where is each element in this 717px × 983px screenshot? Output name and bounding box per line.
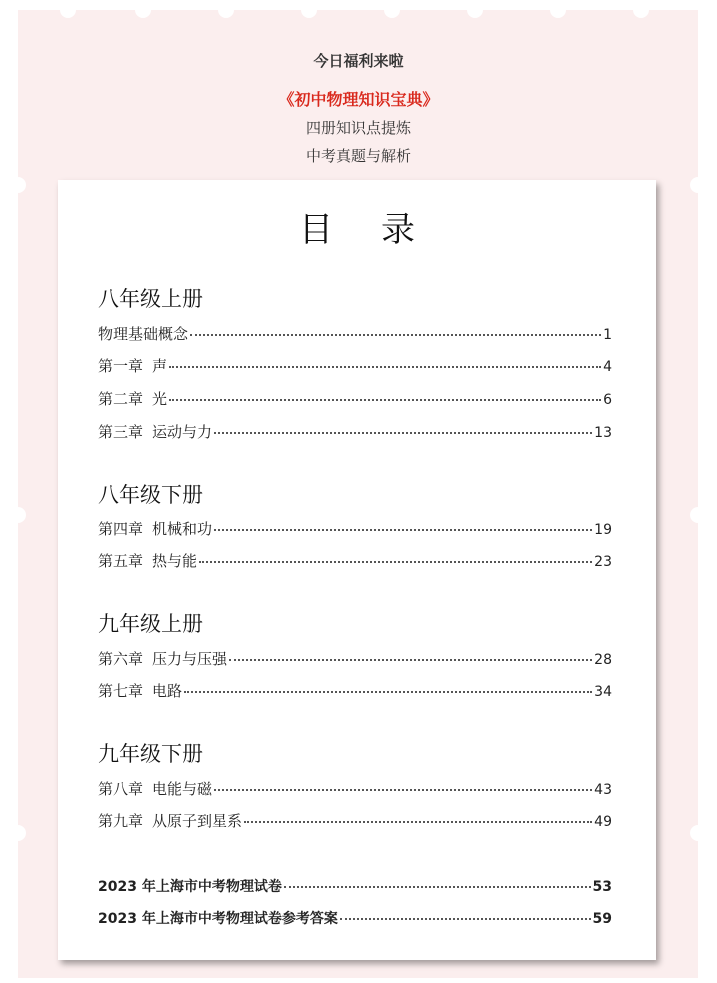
toc-entry-chapter: 第一章 (98, 357, 144, 375)
toc-entry[interactable] (98, 778, 612, 800)
toc-page (58, 180, 656, 960)
toc-entry[interactable] (98, 355, 612, 377)
toc-entry-page: 1 (603, 327, 612, 343)
toc-entry-title: 压力与压强 (152, 650, 228, 668)
toc-entry-chapter: 第七章 (98, 682, 144, 700)
stamp-notch (10, 177, 26, 193)
toc-entry-label (98, 518, 212, 539)
toc-entry-page: 4 (603, 359, 612, 375)
toc-title: 目录 (299, 210, 463, 250)
toc-entry-title: 运动与力 (152, 423, 213, 441)
toc-entry[interactable] (98, 680, 612, 702)
section-heading: 九年级下册 (98, 742, 203, 766)
stamp-notch (301, 2, 317, 18)
toc-entry-chapter: 第五章 (98, 552, 144, 570)
dot-leader (190, 334, 601, 336)
dot-leader (169, 366, 601, 368)
toc-entry-title: 光 (152, 390, 168, 408)
promo-line-2: 中考真题与解析 (305, 147, 411, 165)
toc-entry-page: 6 (603, 392, 612, 408)
toc-entry-label (98, 355, 167, 376)
book-title: 《初中物理知识宝典》 (278, 90, 439, 109)
toc-entry-chapter: 第三章 (98, 423, 144, 441)
stamp-notch (550, 2, 566, 18)
stamp-notch (218, 2, 234, 18)
toc-entry-page: 23 (594, 554, 612, 570)
toc-entry-label (98, 388, 167, 409)
toc-exam-entry[interactable] (98, 908, 612, 930)
toc-entry[interactable] (98, 648, 612, 670)
toc-entry-title: 声 (152, 357, 168, 375)
stamp-notch (690, 825, 706, 841)
toc-entry-title: 热与能 (152, 552, 198, 570)
toc-entry-chapter: 第四章 (98, 520, 144, 538)
dot-leader (214, 529, 592, 531)
toc-entry-label (98, 323, 188, 344)
toc-entry-chapter: 第九章 (98, 812, 144, 830)
toc-entry-page: 43 (594, 782, 612, 798)
toc-entry[interactable] (98, 323, 612, 345)
toc-entry[interactable] (98, 421, 612, 443)
stamp-notch (690, 507, 706, 523)
stamp-notch (384, 2, 400, 18)
promo-line-1: 四册知识点提炼 (305, 119, 411, 137)
toc-entry-label (98, 421, 212, 442)
dot-leader (214, 432, 592, 434)
toc-entry-title: 物理基础概念 (98, 325, 189, 343)
stamp-notch (10, 825, 26, 841)
stamp-notch (60, 2, 76, 18)
toc-entry-page: 28 (594, 652, 612, 668)
toc-entry-title: 2023 年上海市中考物理试卷参考答案 (98, 911, 338, 927)
toc-entry-chapter: 第八章 (98, 780, 144, 798)
toc-entry-page: 53 (592, 879, 612, 895)
stamp-notch (690, 177, 706, 193)
toc-entry-page: 19 (594, 522, 612, 538)
stamp-notch (135, 2, 151, 18)
toc-entry-page: 13 (594, 425, 612, 441)
toc-entry-title: 从原子到星系 (152, 812, 243, 830)
toc-entry[interactable] (98, 518, 612, 540)
section-heading: 八年级上册 (98, 287, 203, 311)
section-heading: 九年级上册 (98, 612, 203, 636)
toc-entry-chapter: 第六章 (98, 650, 144, 668)
toc-entry-label (98, 778, 212, 799)
toc-entry-page: 49 (594, 814, 612, 830)
toc-entry-title: 电路 (152, 682, 183, 700)
stamp-notch (633, 2, 649, 18)
dot-leader (214, 789, 592, 791)
toc-entry[interactable] (98, 810, 612, 832)
toc-entry-title: 电能与磁 (152, 780, 213, 798)
stamp-notch (467, 2, 483, 18)
toc-entry-label (98, 810, 242, 831)
dot-leader (284, 886, 591, 888)
dot-leader (340, 918, 591, 920)
toc-entry-page: 34 (594, 684, 612, 700)
dot-leader (199, 561, 592, 563)
toc-entry-chapter: 第二章 (98, 390, 144, 408)
toc-entry-label (98, 550, 197, 571)
dot-leader (229, 659, 592, 661)
toc-entry-label (98, 680, 182, 701)
toc-exam-entry[interactable] (98, 876, 612, 898)
toc-entry-title: 2023 年上海市中考物理试卷 (98, 879, 282, 895)
promo-title: 今日福利来啦 (313, 52, 404, 70)
dot-leader (244, 821, 592, 823)
section-heading: 八年级下册 (98, 483, 203, 507)
dot-leader (169, 399, 601, 401)
stamp-notch (10, 507, 26, 523)
dot-leader (184, 691, 592, 693)
toc-entry-label (98, 648, 227, 669)
toc-entry[interactable] (98, 550, 612, 572)
toc-entry-title: 机械和功 (152, 520, 213, 538)
toc-entry[interactable] (98, 388, 612, 410)
toc-entry-page: 59 (592, 911, 612, 927)
